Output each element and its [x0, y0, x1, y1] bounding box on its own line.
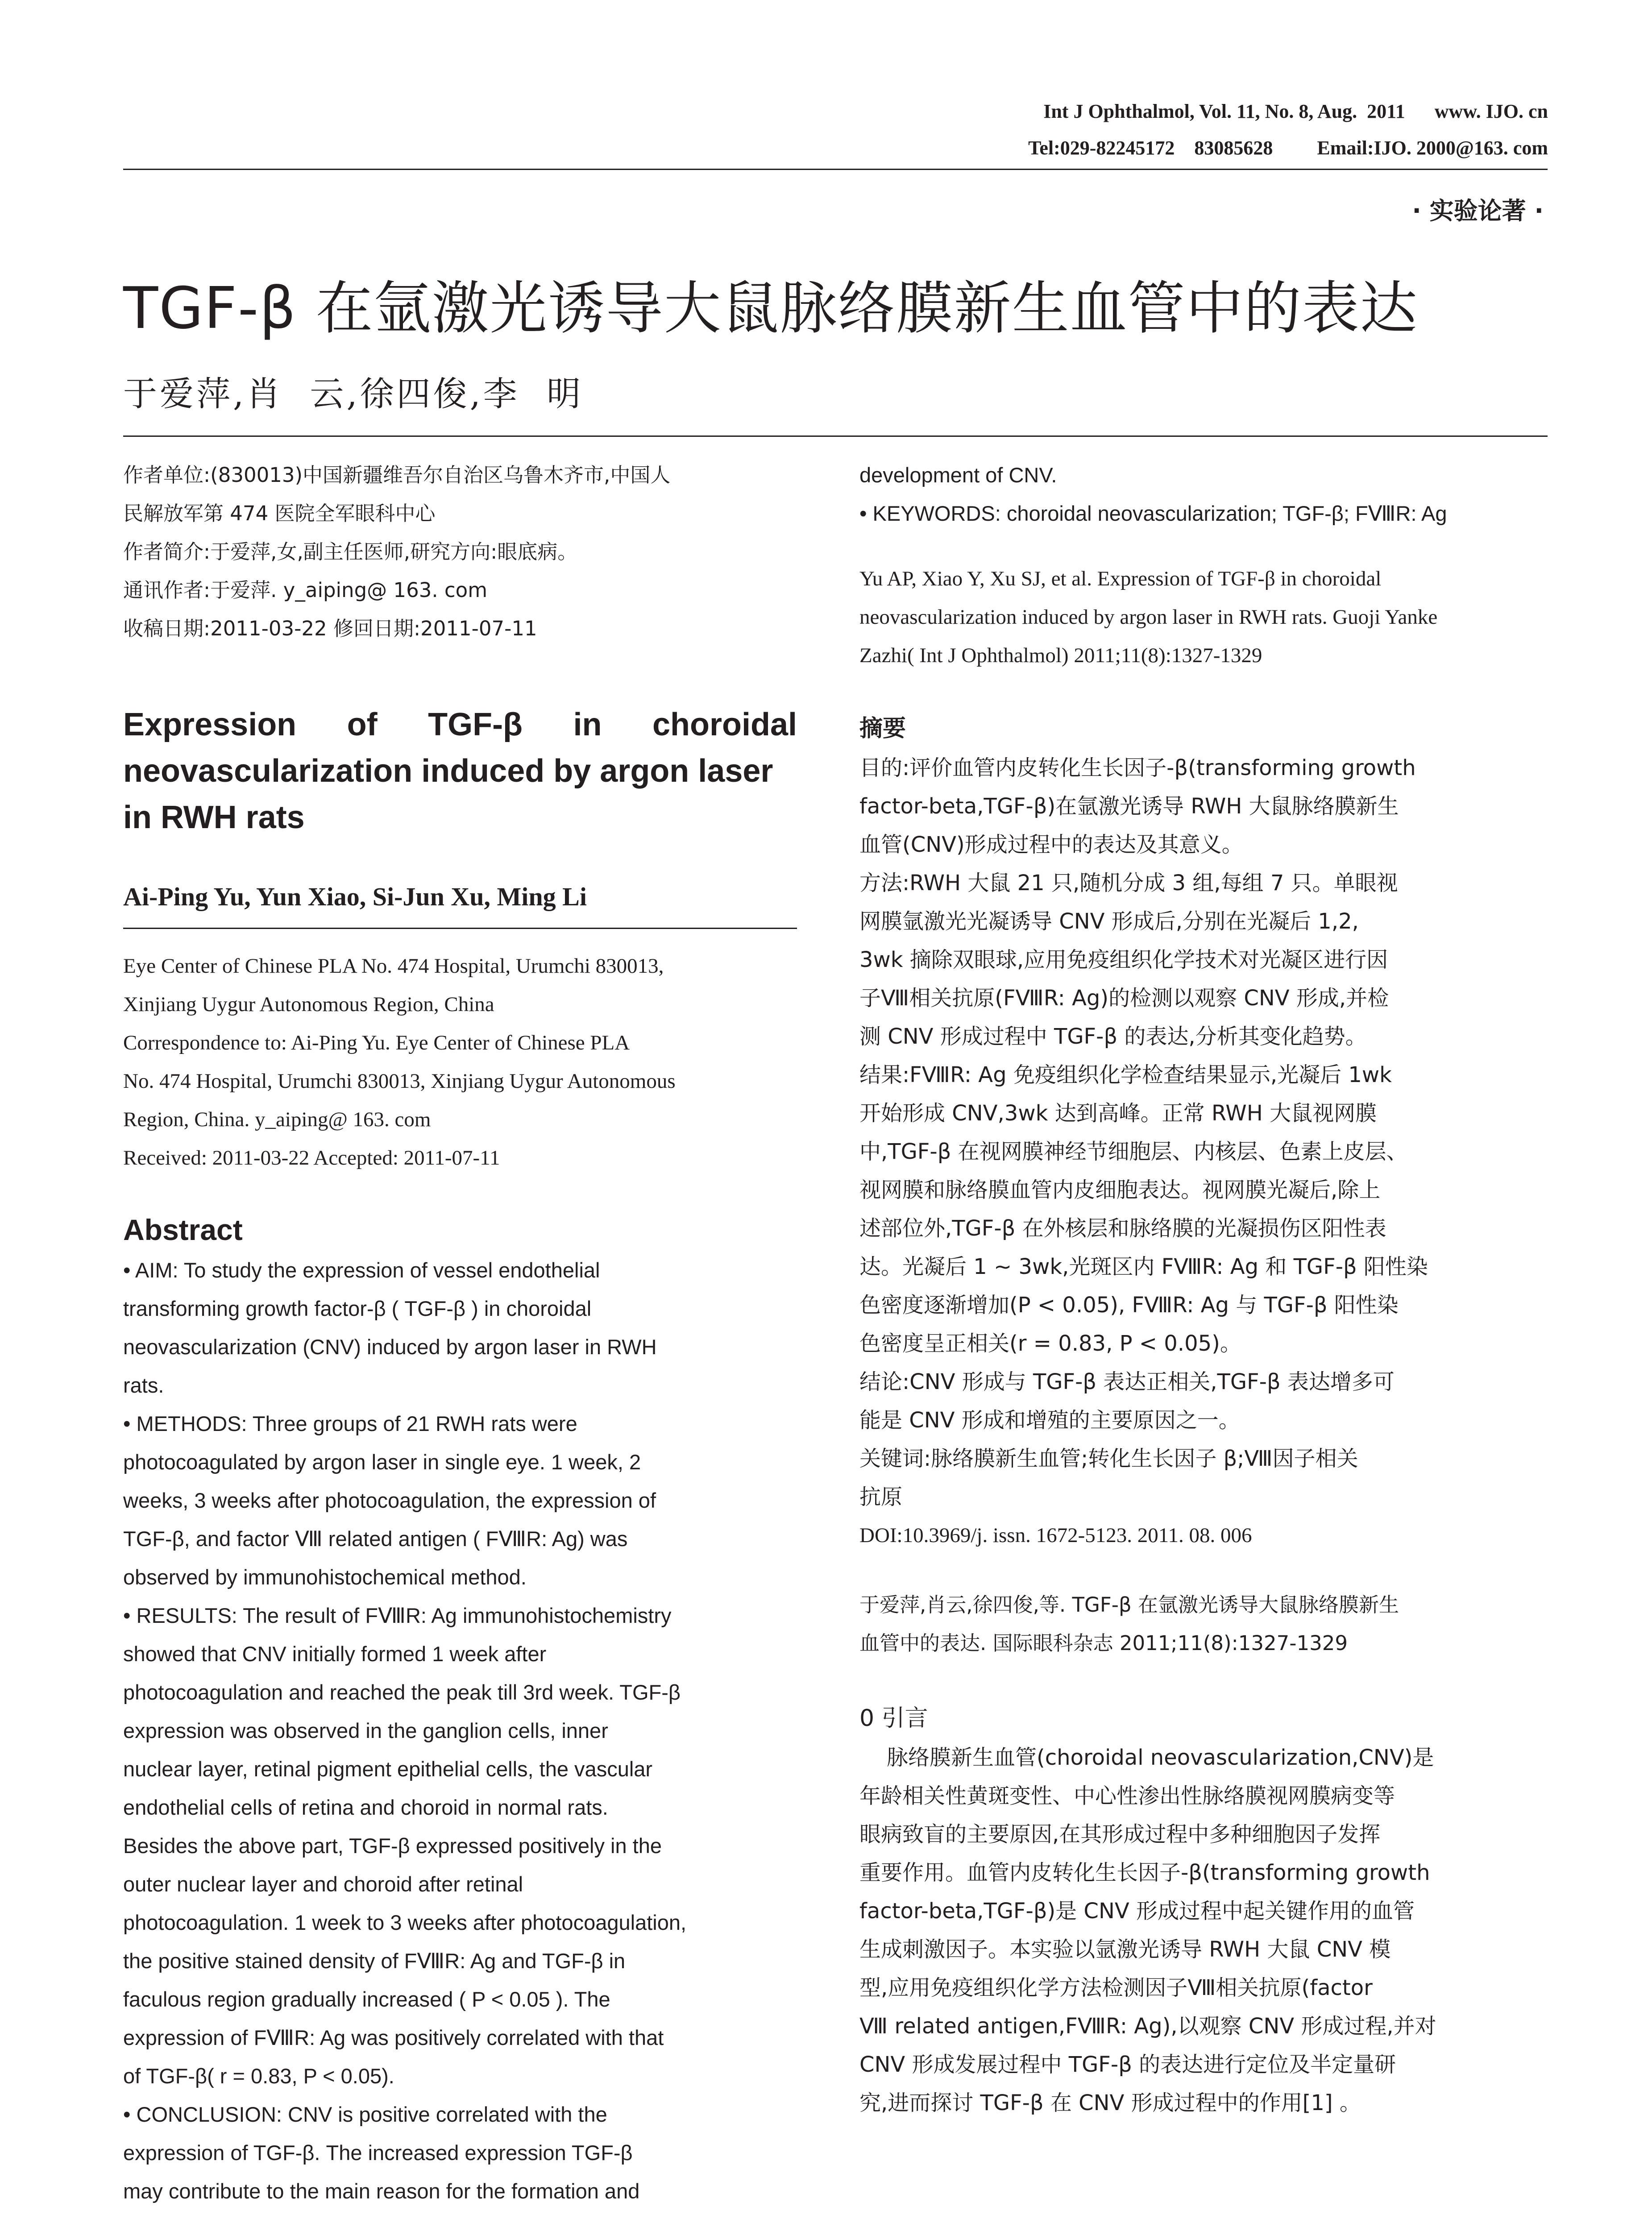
- zh-keywords-line: 抗原: [859, 1485, 903, 1509]
- abstract-line: the positive stained density of FⅧR: Ag and TGF-β in: [123, 1949, 626, 1973]
- abstract-line: TGF-β, and factor Ⅷ related antigen ( FⅧR: Ag) was: [123, 1527, 628, 1551]
- zh-abstract-line: 目的:评价血管内皮转化生长因子-β(transforming growth: [859, 755, 1416, 780]
- journal-header-line1: Int J Ophthalmol, Vol. 11, No. 8, Aug. 2011 www. IJO. cn: [1043, 100, 1548, 122]
- authors-zh: 于爱萍,肖 云,徐四俊,李 明: [123, 374, 584, 414]
- abstract-continuation: development of CNV.: [859, 463, 1057, 487]
- affiliation-zh-line: 通讯作者:于爱萍. y_aiping@ 163. com: [123, 578, 488, 602]
- abstract-line: • RESULTS: The result of FⅧR: Ag immunohistochemistry: [123, 1604, 672, 1627]
- zh-abstract-line: 测 CNV 形成过程中 TGF-β 的表达,分析其变化趋势。: [859, 1024, 1367, 1049]
- abstract-line: expression of FⅧR: Ag was positively correlated with that: [123, 2026, 664, 2049]
- abstract-line: transforming growth factor-β ( TGF-β ) in choroidal: [123, 1297, 592, 1320]
- abstract-body: [123, 1251, 797, 2210]
- abstract-line: photocoagulation. 1 week to 3 weeks after photocoagulation,: [123, 1911, 687, 1934]
- doi-line: DOI:10.3969/j. issn. 1672-5123. 2011. 08. 006: [859, 1524, 1252, 1547]
- affiliation-zh-line: 作者单位:(830013)中国新疆维吾尔自治区乌鲁木齐市,中国人: [123, 463, 671, 487]
- abstract-line: of TGF-β( r = 0.83, P < 0.05).: [123, 2064, 394, 2088]
- affiliation-zh-line: 作者简介:于爱萍,女,副主任医师,研究方向:眼底病。: [123, 540, 578, 564]
- zh-abstract-line: 色密度逐渐增加(P < 0.05), FⅧR: Ag 与 TGF-β 阳性染: [859, 1293, 1399, 1318]
- affiliation-en: [123, 947, 797, 1177]
- intro-line: CNV 形成发展过程中 TGF-β 的表达进行定位及半定量研: [859, 2052, 1396, 2077]
- intro-line: 重要作用。血管内皮转化生长因子-β(transforming growth: [859, 1860, 1430, 1885]
- citation-zh-line: 于爱萍,肖云,徐四俊,等. TGF-β 在氩激光诱导大鼠脉络膜新生: [859, 1593, 1399, 1617]
- title-rule: [123, 435, 1548, 437]
- affiliation-zh-line: 收稿日期:2011-03-22 修回日期:2011-07-11: [123, 617, 537, 640]
- zh-abstract-line: 结论:CNV 形成与 TGF-β 表达正相关,TGF-β 表达增多可: [859, 1369, 1395, 1394]
- zh-abstract-line: 开始形成 CNV,3wk 达到高峰。正常 RWH 大鼠视网膜: [859, 1101, 1377, 1126]
- zh-abstract-line: 网膜氩激光光凝诱导 CNV 形成后,分别在光凝后 1,2,: [859, 909, 1359, 934]
- intro-line: 眼病致盲的主要原因,在其形成过程中多种细胞因子发挥: [859, 1822, 1381, 1847]
- affiliation-en-line: No. 474 Hospital, Urumchi 830013, Xinjiang Uygur Autonomous: [123, 1070, 676, 1093]
- intro-body: [859, 1738, 1542, 2122]
- citation-en-line: Yu AP, Xiao Y, Xu SJ, et al. Expression of TGF-β in choroidal: [859, 567, 1382, 590]
- zh-abstract-line: factor-beta,TGF-β)在氩激光诱导 RWH 大鼠脉络膜新生: [859, 794, 1399, 819]
- abstract-line: observed by immunohistochemical method.: [123, 1565, 527, 1589]
- zh-abstract-heading: 摘要: [859, 715, 906, 742]
- zh-abstract-line: 述部位外,TGF-β 在外核层和脉络膜的光凝损伤区阳性表: [859, 1216, 1386, 1241]
- abstract-line: • AIM: To study the expression of vessel endothelial: [123, 1258, 600, 1282]
- title-en-line: neovascularization induced by argon laser: [123, 753, 773, 789]
- citation-zh-line: 血管中的表达. 国际眼科杂志 2011;11(8):1327-1329: [859, 1631, 1348, 1655]
- citation-en-line: Zazhi( Int J Ophthalmol) 2011;11(8):1327-1329: [859, 644, 1262, 667]
- abstract-line: photocoagulated by argon laser in single eye. 1 week, 2: [123, 1450, 641, 1474]
- zh-abstract-line: 3wk 摘除双眼球,应用免疫组织化学技术对光凝区进行因: [859, 947, 1388, 972]
- abstract-line: photocoagulation and reached the peak till 3rd week. TGF-β: [123, 1680, 681, 1704]
- zh-abstract-line: 血管(CNV)形成过程中的表达及其意义。: [859, 832, 1243, 857]
- affiliation-zh-line: 民解放军第 474 医院全军眼科中心: [123, 502, 436, 525]
- authors-en-rule: [123, 928, 797, 929]
- journal-header-line2: Tel:029-82245172 83085628 Email:IJO. 2000@163. com: [1028, 137, 1548, 159]
- affiliation-en-line: Region, China. y_aiping@ 163. com: [123, 1108, 431, 1131]
- abstract-line: expression was observed in the ganglion cells, inner: [123, 1719, 608, 1742]
- zh-abstract-line: 色密度呈正相关(r = 0.83, P < 0.05)。: [859, 1331, 1241, 1356]
- title-en-line: in RWH rats: [123, 800, 305, 835]
- abstract-line: may contribute to the main reason for the formation and: [123, 2179, 640, 2203]
- abstract-line: nuclear layer, retinal pigment epithelial cells, the vascular: [123, 1757, 653, 1781]
- title-en-line: Expression of TGF-β in choroidal: [123, 707, 797, 742]
- title-en: [123, 701, 797, 841]
- affiliation-zh: [123, 456, 797, 648]
- intro-line: 究,进而探讨 TGF-β 在 CNV 形成过程中的作用[1] 。: [859, 2090, 1361, 2115]
- abstract-heading: Abstract: [123, 1213, 243, 1246]
- citation-en-line: neovascularization induced by argon laser in RWH rats. Guoji Yanke: [859, 605, 1438, 629]
- intro-line: 脉络膜新生血管(choroidal neovascularization,CNV)是: [859, 1745, 1434, 1770]
- authors-en: Ai-Ping Yu, Yun Xiao, Si-Jun Xu, Ming Li: [123, 882, 587, 911]
- citation-zh: [859, 1586, 1542, 1663]
- abstract-line: showed that CNV initially formed 1 week after: [123, 1642, 547, 1666]
- abstract-line: neovascularization (CNV) induced by argon laser in RWH: [123, 1335, 657, 1359]
- abstract-line: expression of TGF-β. The increased expression TGF-β: [123, 2141, 633, 2165]
- zh-abstract-line: 能是 CNV 形成和增殖的主要原因之一。: [859, 1408, 1240, 1433]
- abstract-line: endothelial cells of retina and choroid in normal rats.: [123, 1796, 608, 1819]
- abstract-line: weeks, 3 weeks after photocoagulation, the expression of: [123, 1489, 656, 1512]
- abstract-line: Besides the above part, TGF-β expressed positively in the: [123, 1834, 662, 1858]
- abstract-line: • CONCLUSION: CNV is positive correlated with the: [123, 2102, 607, 2126]
- abstract-line: • METHODS: Three groups of 21 RWH rats were: [123, 1412, 577, 1435]
- right-column: [859, 456, 1542, 2122]
- abstract-line: outer nuclear layer and choroid after retinal: [123, 1872, 523, 1896]
- zh-abstract-line: 达。光凝后 1 ~ 3wk,光斑区内 FⅧR: Ag 和 TGF-β 阳性染: [859, 1254, 1428, 1279]
- article-category: · 实验论著 ·: [1412, 197, 1544, 225]
- abstract-line: faculous region gradually increased ( P < 0.05 ). The: [123, 1987, 610, 2011]
- correspondence-line: Correspondence to: Ai-Ping Yu. Eye Center of Chinese PLA: [123, 1031, 630, 1054]
- affiliation-en-line: Xinjiang Uygur Autonomous Region, China: [123, 993, 494, 1016]
- zh-abstract-body: [859, 749, 1542, 1555]
- intro-line: 年龄相关性黄斑变性、中心性渗出性脉络膜视网膜病变等: [859, 1783, 1395, 1808]
- abstract-line: rats.: [123, 1373, 164, 1397]
- zh-keywords-line: 关键词:脉络膜新生血管;转化生长因子 β;Ⅷ因子相关: [859, 1446, 1358, 1471]
- intro-heading: 0 引言: [859, 1705, 928, 1732]
- zh-abstract-line: 中,TGF-β 在视网膜神经节细胞层、内核层、色素上皮层、: [859, 1139, 1408, 1164]
- affiliation-en-line: Eye Center of Chinese PLA No. 474 Hospital, Urumchi 830013,: [123, 954, 664, 978]
- title-zh: TGF-β 在氩激光诱导大鼠脉络膜新生血管中的表达: [123, 275, 1418, 342]
- zh-abstract-line: 结果:FⅧR: Ag 免疫组织化学检查结果显示,光凝后 1wk: [859, 1062, 1392, 1087]
- header-rule: [123, 169, 1548, 170]
- zh-abstract-line: 视网膜和脉络膜血管内皮细胞表达。视网膜光凝后,除上: [859, 1178, 1381, 1203]
- intro-line: 型,应用免疫组织化学方法检测因子Ⅷ相关抗原(factor: [859, 1975, 1373, 2000]
- zh-abstract-line: 方法:RWH 大鼠 21 只,随机分成 3 组,每组 7 只。单眼视: [859, 871, 1398, 896]
- intro-line: factor-beta,TGF-β)是 CNV 形成过程中起关键作用的血管: [859, 1899, 1415, 1924]
- zh-abstract-line: 子Ⅷ相关抗原(FⅧR: Ag)的检测以观察 CNV 形成,并检: [859, 986, 1389, 1011]
- intro-line: 生成刺激因子。本实验以氩激光诱导 RWH 大鼠 CNV 模: [859, 1937, 1391, 1962]
- keywords-en: • KEYWORDS: choroidal neovascularization; TGF-β; FⅧR: Ag: [859, 502, 1447, 525]
- citation-en: [859, 560, 1542, 675]
- left-column: [123, 456, 797, 2210]
- received-line: Received: 2011-03-22 Accepted: 2011-07-11: [123, 1146, 500, 1169]
- intro-line: Ⅷ related antigen,FⅧR: Ag),以观察 CNV 形成过程,并对: [859, 2014, 1436, 2039]
